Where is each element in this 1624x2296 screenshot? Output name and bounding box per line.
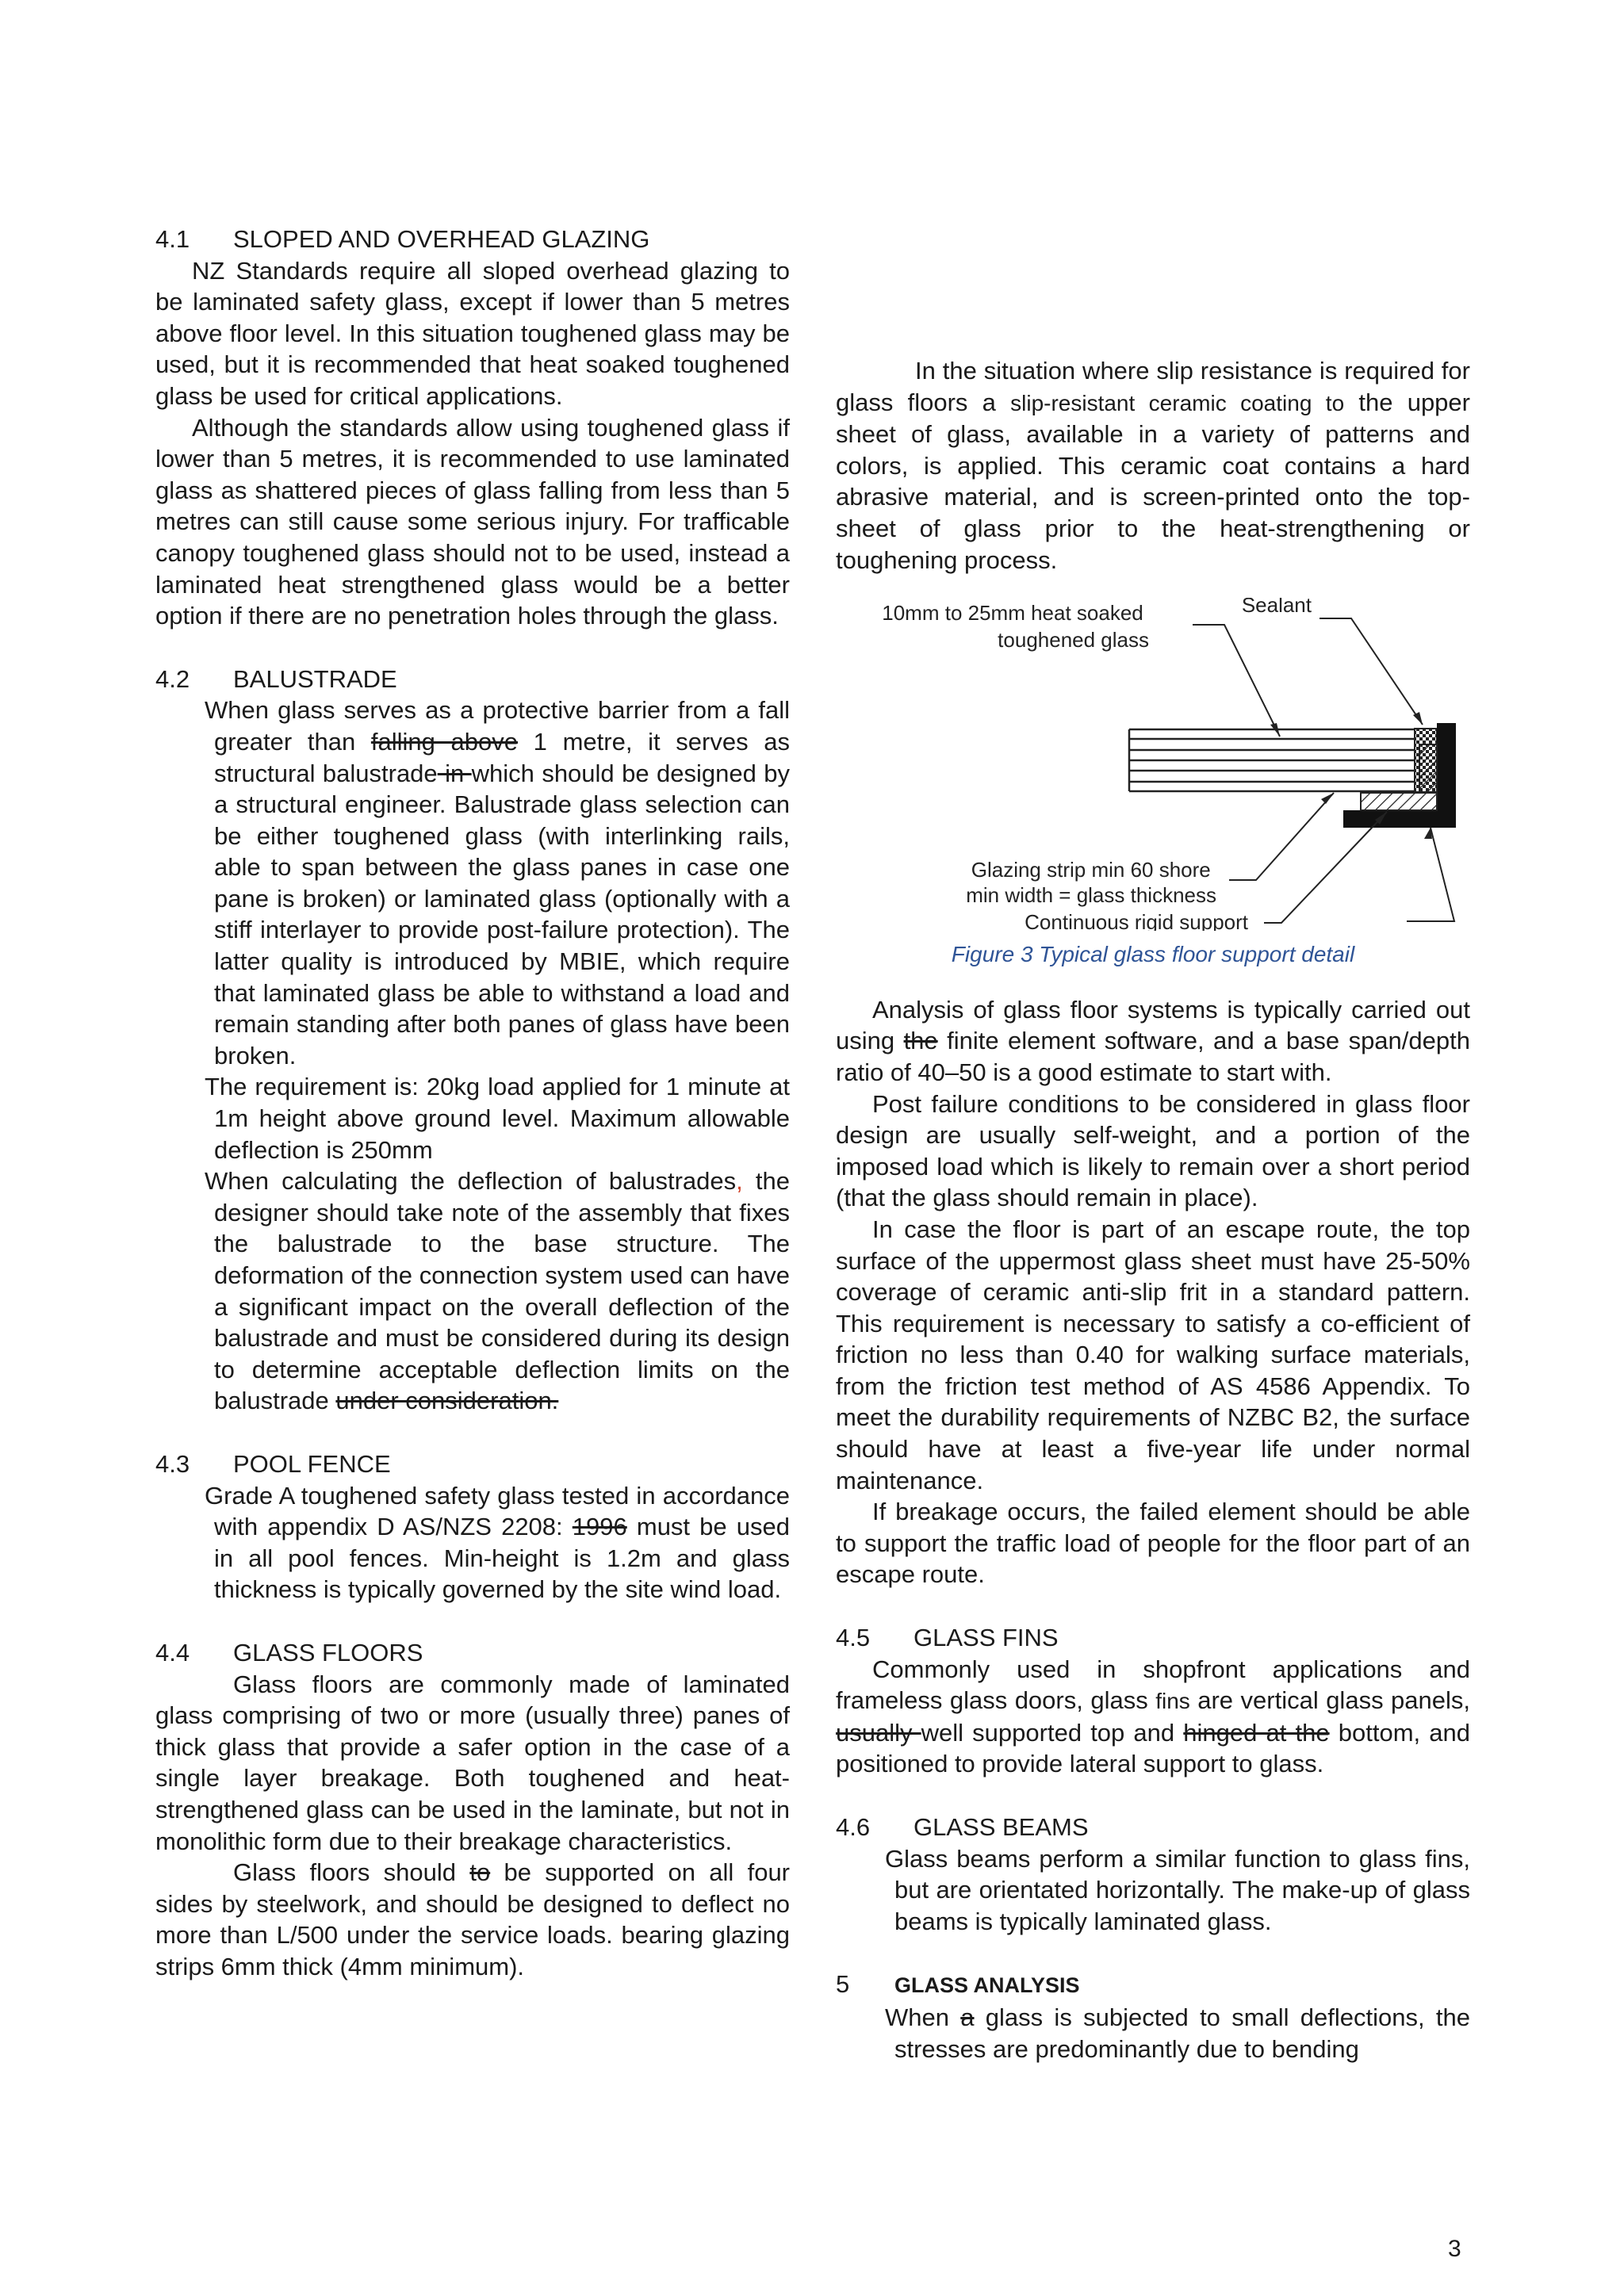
figure-caption: Figure 3 Typical glass floor support detail [951, 942, 1355, 967]
glass-floor-support-figure [836, 598, 1470, 931]
section-4-4-paragraph-5: Post failure conditions to be considered in glass floor design are usually self-weight, and a portion of the imposed load which is likely to remain over a short period (that the glass should remain in place). [836, 1089, 1470, 1212]
section-4-5-paragraph-1: Commonly used in shopfront applications and frameless glass doors, glass fins are vertical glass panels, usually well supported top and hinged at the bottom, and positioned to provide lateral support to glass. [836, 1655, 1471, 1778]
section-4-3-paragraph-1: Grade A toughened safety glass tested in accordance with appendix D AS/NZS 2208: 1996 must be used in all pool fences. Min-height is 1.2m and glass thickness is typically governed by the site wind load. [205, 1481, 790, 1604]
section-4-2-paragraph-3: When calculating the deflection of balustrades, the designer should take note of the assembly that fixes the balustrade to the base structure. The deformation of the connection system used can have a significant impact on the overall deflection of the balustrade and must be considered during its design to determine acceptable deflection limits on the balustrade under consideration. [205, 1167, 790, 1415]
section-5-heading: 5 GLASS ANALYSIS [836, 1970, 1080, 1999]
glass-label [882, 601, 1149, 652]
glass-label-line-1: 10mm to 25mm heat soaked [882, 601, 1143, 626]
glazing-strip [1361, 793, 1437, 810]
section-4-1-paragraph-2: Although the standards allow using toughened glass if lower than 5 metres, it is recommended to use laminated glass as shattered pieces of glass falling from less than 5 metres can still cause some serious injury. For trafficable canopy toughened glass should not to be used, instead a laminated heat strengthened glass would be a better option if there are no penetration holes through the glass. [155, 413, 790, 630]
deleted-text: usually [836, 1718, 921, 1747]
left-column [155, 182, 790, 1982]
section-4-3-heading: 4.3 POOL FENCE [155, 1449, 391, 1478]
deleted-text: a [960, 2003, 975, 2031]
sealant-label: Sealant [1241, 598, 1312, 618]
deleted-text: hinged at the [1183, 1718, 1330, 1747]
section-4-1-paragraph-1: NZ Standards require all sloped overhead glazing to be laminated safety glass, except if lower than 5 metres above floor level. In this situation toughened glass may be used, but it is recommended that heat soaked toughened glass be used for critical applications. [155, 256, 790, 410]
section-4-4-paragraph-1: Glass floors are commonly made of laminated glass comprising of two or more (usually three) panes of thick glass that provide a safer option in the case of a single layer breakage. Both toughened and heat-strengthened glass can be used in the laminate, but not in monolithic form due to their breakage characteristics. [155, 1670, 790, 1855]
glass-floor-diagram [836, 598, 1470, 931]
section-4-1-heading: 4.1 SLOPED AND OVERHEAD GLAZING [155, 225, 650, 253]
section-4-4-paragraph-7: If breakage occurs, the failed element should be able to support the traffic load of people for the floor part of an escape route. [836, 1498, 1470, 1589]
section-4-6-paragraph-1: Glass beams perform a similar function to glass fins, but are orientated horizontally. The make-up of glass beams is typically laminated glass. [885, 1844, 1470, 1935]
deleted-text: falling above [370, 727, 519, 756]
section-4-2-paragraph-1: When glass serves as a protective barrier from a fall greater than falling above 1 metre, it serves as structural balustrade in which should be designed by a structural engineer. Balustrade glass selection can be either toughened glass (with interlinking rails, able to span between the glass panes in case one pane is broken) or laminated glass (optionally with a stiff interlayer to provide post-failure protection). The latter quality is introduced by MBIE, which require that laminated glass be able to withstand a load and remain standing after both panes of glass have been broken. [205, 696, 790, 1070]
glass-panes [1129, 729, 1415, 791]
strip-label: Glazing strip min 60 shore min width = glass thickness [966, 858, 1216, 908]
deleted-text: to [469, 1858, 491, 1887]
section-4-2-paragraph-2: The requirement is: 20kg load applied for 1 minute at 1m height above ground level. Maximum allowable deflection is 250mm [205, 1073, 790, 1164]
right-column [836, 193, 1470, 2064]
section-4-4-paragraph-4: Analysis of glass floor systems is typically carried out using the finite element software, and a base span/depth ratio of 40–50 is a good estimate to start with. [836, 995, 1470, 1086]
page-number: 3 [1448, 2236, 1461, 2262]
section-4-5-heading: 4.5 GLASS FINS [836, 1624, 1059, 1652]
deleted-text: 1996 [572, 1513, 627, 1541]
glass-label-line-2: toughened glass [998, 628, 1149, 652]
support-label: Continuous rigid support [1025, 910, 1248, 932]
section-5-paragraph-1: When a glass is subjected to small deflections, the stresses are predominantly due to bending [885, 2003, 1470, 2063]
section-4-4-paragraph-6: In case the floor is part of an escape route, the top surface of the uppermost glass sheet must have 25-50% coverage of ceramic anti-slip frit in a standard pattern. This requirement is necessary to satisfy a co-efficient of friction no less than 0.40 for walking surface materials, from the friction test method of AS 4586 Appendix. To meet the durability requirements of NZBC B2, the surface should have at least a five-year life under normal maintenance. [836, 1215, 1470, 1494]
section-4-4-paragraph-3: In the situation where slip resistance is required for glass floors a slip-resistant ceramic coating to the upper sheet of glass, available in a variety of patterns and colors, is applied. This ceramic coat contains a hard abrasive material, and is screen-printed onto the top-sheet of glass prior to the heat-strengthening or toughening process. [836, 357, 1470, 574]
section-4-6-heading: 4.6 GLASS BEAMS [836, 1813, 1089, 1841]
section-4-2-heading: 4.2 BALUSTRADE [155, 664, 397, 693]
deleted-text: the [903, 1027, 938, 1055]
deleted-text: in [437, 759, 472, 787]
section-4-4-paragraph-2: Glass floors should to be supported on all four sides by steelwork, and should be designed to deflect no more than L/500 under the service loads. bearing glazing strips 6mm thick (4mm minimum). [155, 1858, 791, 1980]
deleted-text: under consideration. [335, 1387, 559, 1415]
section-4-4-heading: 4.4 GLASS FLOORS [155, 1638, 423, 1667]
